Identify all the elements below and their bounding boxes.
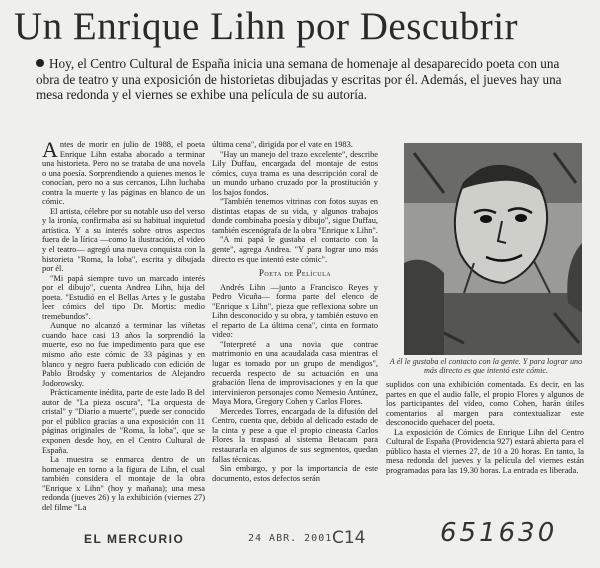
paragraph: "Interpreté a una novia que contrae matrimonio en una acaudalada casa mientras el lugar es tomado por un grupo de mendigos", recuerda respecto de su actuación en una grabación llena de improvisaciones y en la que intervinieron personajes como Nemesio Antúnez, Maya Mora, Gregory Cohen y Carlos Flores. bbox=[212, 339, 378, 407]
paragraph: Sin embargo, y por la importancia de este documento, estos defectos serán bbox=[212, 464, 378, 483]
paragraph: El artista, célebre por su notable uso del verso y la ironía, confirmaba así su habitual inquietud artística. Y a su interés sobre otros aspectos fuera de la lírica —como la ilustración, el video y el teatro— agregó una nueva conquista con la historieta "Roma, la loba", escrita y dibujada por él. bbox=[42, 206, 205, 274]
subheading: Poeta de Película bbox=[258, 268, 332, 279]
paragraph: última cena", dirigida por el vate en 1983. bbox=[212, 140, 353, 149]
newspaper-name: EL MERCURIO bbox=[84, 532, 185, 546]
paragraph: "A mi papá le gustaba el contacto con la gente", agrega Andrea. "Y para lograr uno más directo es que intentó este cómic". bbox=[212, 235, 378, 264]
article-column-3 bbox=[386, 380, 584, 475]
comic-illustration bbox=[404, 143, 582, 355]
article-column-2 bbox=[212, 140, 378, 483]
paragraph: Andrés Lihn —junto a Francisco Reyes y Pedro Vicuña— forma parte del elenco de "Enrique x Lihn", pieza que reflexiona sobre un Lihn desconocido y su obra, y también estuvo en el reparto de La última cena", cinta en formato video: bbox=[212, 282, 378, 340]
paragraph: La exposición de Cómics de Enrique Lihn del Centro Cultural de España (Providencia 927) estará abierta para el público hasta el viernes 27, de 10 a 20 horas. En tanto, la mesa redonda del jueves y la película del viernes están programadas para las 19.30 horas. La entrada es liberada. bbox=[386, 427, 584, 475]
date-stamp: 24 ABR. 2001 bbox=[248, 533, 333, 544]
paragraph: suplidos con una exhibición comentada. Es decir, en las partes en que el audio falle, el propio Flores y algunos de los participantes del video, como Cohen, harán útiles comentarios al margen para contextualizar este desconocido quehacer del poeta. bbox=[386, 380, 584, 428]
paragraph: La muestra se enmarca dentro de un homenaje en torno a la figura de Lihn, el cual también considera el montaje de la obra "Enrique x Lihn" (hoy y mañana); una mesa redonda (jueves 26) y la exhibición (viernes 27) del filme "La bbox=[42, 455, 205, 512]
archive-code: 651630 bbox=[440, 518, 558, 548]
paragraph: "Mi papá siempre tuvo un marcado interés por el dibujo", cuenta Andrea Lihn, hija del poeta. "Estudió en el Bellas Artes y le gustaba leer cómics del tipo Dr. Mortis: medio tremebundos". bbox=[42, 273, 205, 321]
paragraph: "También tenemos vitrinas con fotos suyas en distintas etapas de su vida, y algunos trabajos donde combinaba poesía y dibujo", sigue Duffau, también escenógrafa de la obra "Enrique x Lihn". bbox=[212, 197, 378, 235]
photo-caption: A él le gustaba el contacto con la gente. Y para lograr uno más directo es que intentó este cómic. bbox=[389, 357, 583, 375]
page-mark: C14 bbox=[332, 528, 366, 548]
bullet-icon bbox=[36, 59, 44, 67]
lead-text: Hoy, el Centro Cultural de España inicia una semana de homenaje al desaparecido poeta con una obra de teatro y una exposición de historietas dibujadas y escritas por él. Además, el jueves hay una mesa redonda y el viernes se exhibe una película de su autoría. bbox=[36, 56, 562, 103]
paragraph: Prácticamente inédita, parte de este lado B del autor de "La pieza oscura", "La orquesta de cristal" y "Diario a muerte", puede ser conocido por el público gracias a una exposición con 11 páginas originales de "Roma, la loba", que se exponen desde hoy, en el Centro Cultural de España. bbox=[42, 388, 205, 455]
paragraph: ntes de morir en julio de 1988, el poeta Enrique Lihn estaba abocado a terminar una historieta. Pero no se trataba de una novela o una poesía. Sorprendiendo a quienes menos le conocían, pero no a sus cercanos, Lihn luchaba contra la muerte y las páginas en blanco de un cómic. bbox=[42, 140, 205, 207]
paragraph: Mercedes Torres, encargada de la difusión del Centro, cuenta que, debido al delicado estado de la cinta y pese a que el propio cineasta Carlos Flores la traspasó al sistema Betacam para restaurarla en algunos de sus segmentos, quedan fallas técnicas. bbox=[212, 406, 378, 464]
headline: Un Enrique Lihn por Descubrir bbox=[14, 5, 519, 48]
paragraph: "Hay un manejo del trazo excelente", describe Lily Duffau, encargada del montaje de estos cómics, cuya trama es una descripción coral de un mundo urbano cruzado por la prostitución y los bajos fondos. bbox=[212, 149, 378, 197]
article-column-1 bbox=[42, 137, 205, 512]
drop-cap: A bbox=[42, 137, 58, 162]
paragraph: Aunque no alcanzó a terminar las viñetas cuando hace casi 13 años la sorprendió la muerte, eso no fue impedimento para que ese mismo año este cómic de 33 páginas y en blanco y negro fuera publicado con edición de Pablo Brodsky y comentarios de Alejandro Jodorowsky. bbox=[42, 321, 205, 388]
lead-paragraph bbox=[36, 56, 576, 103]
